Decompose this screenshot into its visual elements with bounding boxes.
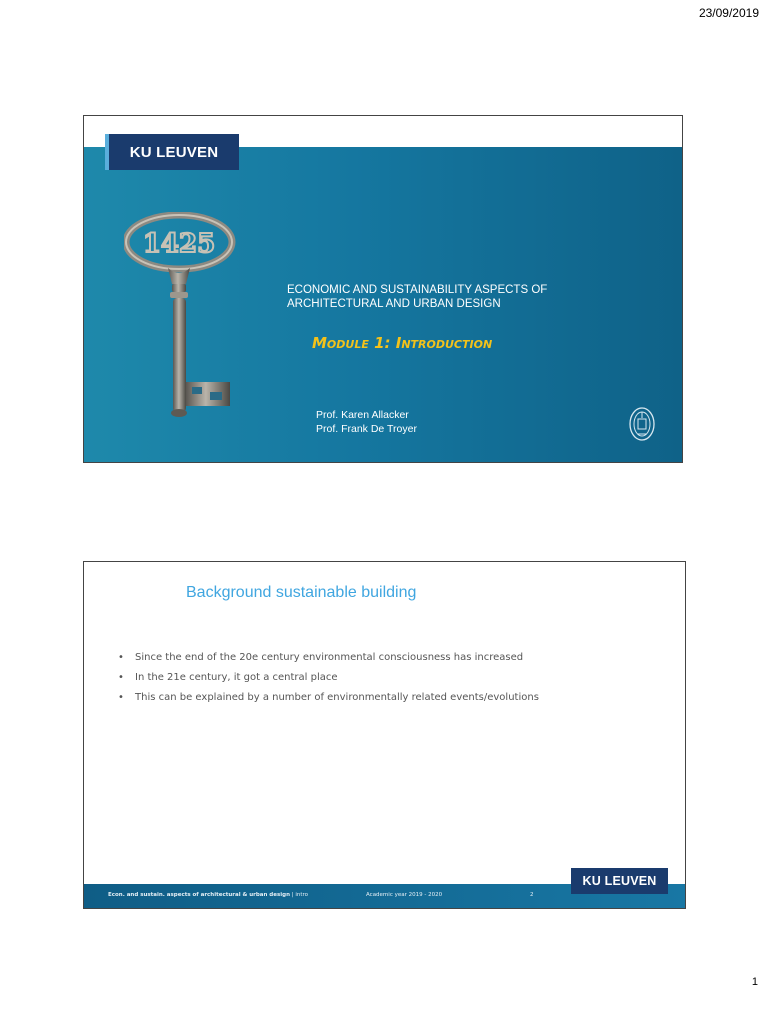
key-year-text: 1425: [142, 229, 216, 259]
page-date: 23/09/2019: [698, 6, 759, 20]
footer-slide-number: 2: [530, 892, 534, 898]
subtitle-line-2: ARCHITECTURAL AND URBAN DESIGN: [287, 298, 501, 310]
ku-leuven-logo: KU LEUVEN: [109, 134, 239, 170]
ku-leuven-logo: KU LEUVEN: [571, 868, 668, 894]
bullet-item: • This can be explained by a number of environmentally related events/evolutions: [116, 688, 539, 708]
content-slide: [83, 561, 686, 909]
course-subtitle: [287, 283, 587, 311]
author-1: Prof. Karen Allacker: [316, 409, 409, 421]
authors: [316, 408, 417, 436]
bullet-item: • In the 21e century, it got a central place: [116, 668, 539, 688]
author-2: Prof. Frank De Troyer: [316, 423, 417, 435]
bullet-item: • Since the end of the 20e century environmental consciousness has increased: [116, 648, 539, 668]
footer-course-name: Econ. and sustain. aspects of architectural & urban design: [108, 892, 290, 898]
page-number: 1: [751, 976, 758, 988]
slide-title: Background sustainable building: [186, 584, 417, 601]
footer-course-section: | intro: [290, 892, 309, 898]
bullet-list: [116, 648, 539, 708]
subtitle-line-1: ECONOMIC AND SUSTAINABILITY ASPECTS OF: [287, 284, 548, 296]
module-title: Module 1: Introduction: [312, 334, 493, 352]
title-slide: [83, 115, 683, 463]
key-image: [124, 212, 244, 424]
university-seal-icon: [628, 406, 656, 442]
footer-course: [108, 892, 308, 898]
footer-academic-year: Academic year 2019 - 2020: [366, 892, 443, 898]
